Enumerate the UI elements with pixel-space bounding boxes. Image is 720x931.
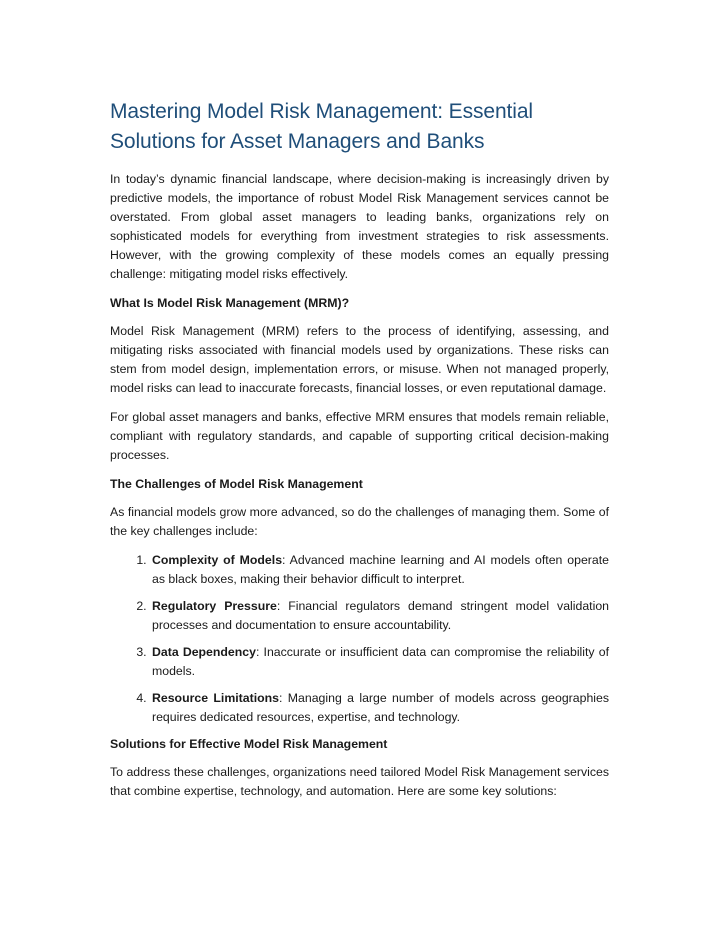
mrm-paragraph-1: Model Risk Management (MRM) refers to the process of identifying, assessing, and mitigating risks associated with financial models used by organizations. These risks can stem from model design, implementation errors, or misuse. When not managed properly, model risks can lead to inaccurate forecasts, financial losses, or even reputational damage. [110,324,609,395]
list-item [150,643,609,681]
section-heading-challenges: The Challenges of Model Risk Management [110,477,363,491]
challenges-list [110,551,609,727]
list-item-text: : Advanced machine learning and AI models often operate as black boxes, making their behavior difficult to interpret. [152,553,609,586]
list-item-term: Regulatory Pressure [152,599,277,613]
list-item [150,597,609,635]
list-item [150,689,609,727]
challenges-intro: As financial models grow more advanced, so do the challenges of managing them. Some of the key challenges include: [110,505,609,538]
list-item-text: : Managing a large number of models across geographies requires dedicated resources, expertise, and technology. [152,691,610,724]
list-item [150,551,609,589]
list-item-term: Resource Limitations [152,691,279,705]
list-item-term: Data Dependency [152,645,256,659]
section-heading-solutions: Solutions for Effective Model Risk Management [110,737,388,751]
intro-paragraph: In today’s dynamic financial landscape, where decision-making is increasingly driven by predictive models, the importance of robust Model Risk Management services cannot be overstated. From global asset managers to leading banks, organizations rely on sophisticated models for everything from investment strategies to risk assessments. However, with the growing complexity of these models comes an equally pressing challenge: mitigating model risks effectively. [110,172,609,281]
list-item-text: : Financial regulators demand stringent model validation processes and documentation to ensure accountability. [152,599,609,632]
mrm-paragraph-2: For global asset managers and banks, effective MRM ensures that models remain reliable, compliant with regulatory standards, and capable of supporting critical decision-making processes. [110,410,609,462]
page-title: Mastering Model Risk Management: Essential Solutions for Asset Managers and Banks [110,100,533,153]
solutions-paragraph: To address these challenges, organizations need tailored Model Risk Management services that combine expertise, technology, and automation. Here are some key solutions: [110,765,609,798]
list-item-text: : Inaccurate or insufficient data can compromise the reliability of models. [152,645,609,678]
section-heading-mrm: What Is Model Risk Management (MRM)? [110,296,350,310]
list-item-term: Complexity of Models [152,553,283,567]
